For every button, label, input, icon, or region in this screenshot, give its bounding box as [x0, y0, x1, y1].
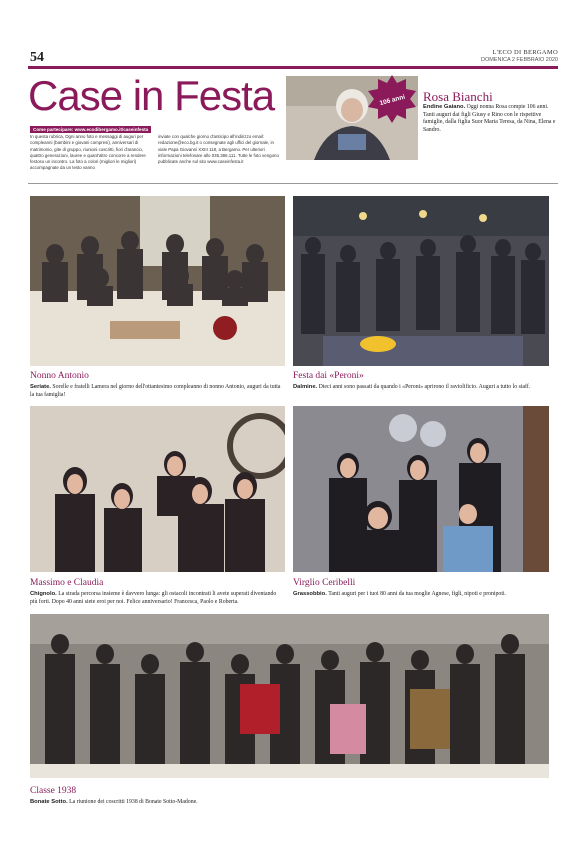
header-rule [28, 66, 558, 69]
intro-text-col2: inviate con qualche giorno d'anticipo all'indirizzo email: redazione@eco.bg.it o consegnate agli uffici del giornale, in viale Papa Giovanni XXIII 118, a Bergamo. Per ulteriori informazioni telefonare allo 035.386.111. Tutte le foto vengono pubblicate anche sul sito www.caseinfesta.it [158, 134, 279, 165]
publication-date: DOMENICA 2 FEBBRAIO 2020 [480, 57, 558, 63]
publication-name: L'ECO DI BERGAMO [492, 49, 558, 56]
photo-classe-1938 [30, 614, 549, 778]
intro-tag: Come partecipare: www.ecodibergamo.it/caseinfesta [30, 126, 151, 133]
section-title: Case in Festa [28, 72, 275, 119]
birthday-caption [423, 104, 558, 134]
photo-festa-peroni [293, 196, 549, 366]
birthday-text: Oggi nonna Rosa compie 106 anni. Tanti auguri dai figli Giusy e Rino con le rispettive famiglie, dalla figlia Suor Maria Teresa, da Nina, Elena e Sandro. [423, 104, 556, 133]
caption-massimo-claudia [30, 591, 285, 606]
caption-text: La riunione dei coscritti 1938 di Bonate Sotto-Madone. [69, 799, 198, 805]
page-number: 54 [30, 50, 44, 65]
caption-text: Dieci anni sono passati da quando i «Peroni» aprirono il raviolificio. Auguri a tutto lo staff. [318, 384, 531, 390]
caption-text: La strada percorsa insieme è davvero lunga: gli ostacoli incontrati li avete superati diventando più forti. Dopo 40 anni siete eroi per noi. Felice anniversario! Francesca, Paolo e Roberta. [30, 591, 277, 605]
caption-festa-peroni [293, 384, 549, 392]
masthead [481, 49, 558, 63]
caption-place: Bonate Sotto. [30, 799, 68, 805]
caption-title-nonno-antonio: Nonno Antonio [30, 371, 89, 381]
caption-title-massimo-claudia: Massimo e Claudia [30, 578, 104, 588]
age-badge [366, 73, 418, 125]
photo-virglio-ceribelli [293, 406, 549, 572]
caption-virglio-ceribelli [293, 591, 549, 599]
caption-title-classe-1938: Classe 1938 [30, 786, 77, 796]
caption-place: Grassobbio. [293, 591, 327, 597]
caption-classe-1938 [30, 799, 549, 807]
caption-title-festa-peroni: Festa dai «Peroni» [293, 371, 364, 381]
birthday-place: Endine Gaiano. [423, 104, 466, 110]
caption-text: Tanti auguri per i tuoi 80 anni da tua moglie Agnese, figli, nipoti e pronipoti. [328, 591, 507, 597]
birthday-title: Rosa Bianchi [423, 89, 493, 104]
intro-text-col1: In questa rubrica, Ogni anno foto e messaggi di auguri per compleanni (bambini e giovani compresi), anniversari di matrimonio, gite di gruppo, riunioni coscritti, fiori d'arancio, quattro generazioni, lauree e quant'altro concorre a rendere festoso un incontro. La foto a colori (migliori le migliori) accompagnate da un testo vanno [30, 134, 146, 171]
caption-title-virglio-ceribelli: Virglio Ceribelli [293, 578, 356, 588]
caption-place: Chignolo. [30, 591, 57, 597]
section-rule [28, 183, 558, 184]
caption-text: Sorelle e fratelli Lamera nel giorno dell'ottantesimo compleanno di nonno Antonio, auguri da tutta la tua famiglia! [30, 384, 281, 398]
caption-place: Dalmine. [293, 384, 318, 390]
caption-place: Seriate. [30, 384, 51, 390]
photo-nonno-antonio [30, 196, 285, 366]
photo-massimo-claudia [30, 406, 285, 572]
caption-nonno-antonio [30, 384, 285, 399]
age-badge-label: 106 anni [378, 93, 406, 108]
